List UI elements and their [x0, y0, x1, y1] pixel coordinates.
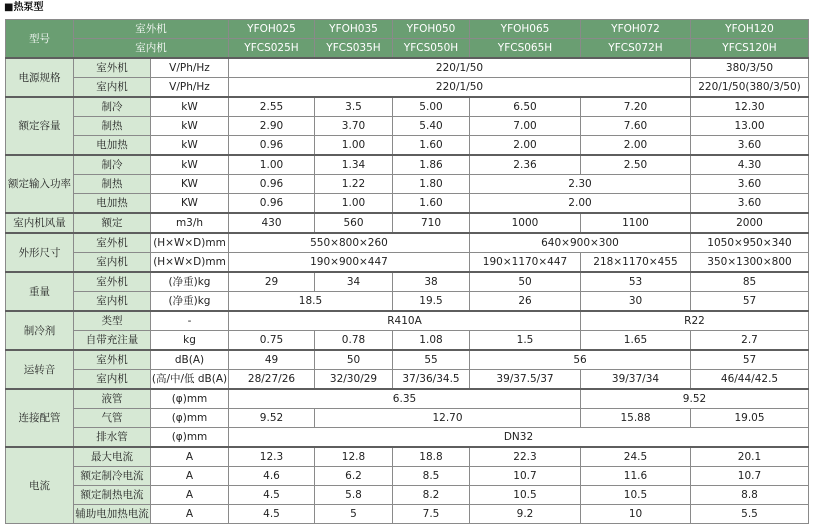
value-cell: 1.65 — [581, 331, 691, 351]
input-heat-row — [6, 175, 809, 194]
weight-indoor-row — [6, 292, 809, 312]
airflow-group-label: 室内机风量 — [6, 213, 74, 233]
value-cell: 5.5 — [691, 505, 809, 524]
value-cell: 1.60 — [393, 136, 470, 156]
value-cell: 20.1 — [691, 447, 809, 467]
value-cell: 12.30 — [691, 97, 809, 117]
row-unit: (φ)mm — [151, 409, 229, 428]
value-cell: R22 — [581, 311, 809, 331]
value-cell: 12.3 — [229, 447, 315, 467]
outdoor-model: YFOH035 — [315, 20, 393, 39]
outdoor-model: YFOH065 — [470, 20, 581, 39]
power-outdoor-row — [6, 58, 809, 78]
piping-gas-row — [6, 409, 809, 428]
value-cell: 2.55 — [229, 97, 315, 117]
value-cell: 46/44/42.5 — [691, 370, 809, 390]
dimensions-outdoor-row — [6, 233, 809, 253]
value-cell: 15.88 — [581, 409, 691, 428]
indoor-model: YFCS072H — [581, 39, 691, 59]
row-label: 电加热 — [74, 136, 151, 156]
refrigerant-group-label: 制冷剂 — [6, 311, 74, 350]
row-label: 室外机 — [74, 350, 151, 370]
value-cell: 350×1300×800 — [691, 253, 809, 273]
indoor-label: 室内机 — [74, 39, 229, 59]
row-unit: m3/h — [151, 213, 229, 233]
value-cell: 8.5 — [393, 467, 470, 486]
value-cell: 1.5 — [470, 331, 581, 351]
row-unit: (H×W×D)mm — [151, 233, 229, 253]
current-aux-row — [6, 505, 809, 524]
power-group-label: 电源规格 — [6, 58, 74, 97]
input-elec-row — [6, 194, 809, 214]
value-cell: 85 — [691, 272, 809, 292]
spec-table — [5, 19, 809, 524]
row-label: 最大电流 — [74, 447, 151, 467]
current-max-row — [6, 447, 809, 467]
value-cell: 55 — [393, 350, 470, 370]
value-cell: 2.30 — [470, 175, 691, 194]
row-label: 制冷 — [74, 97, 151, 117]
value-cell: 4.30 — [691, 155, 809, 175]
value-cell: 4.5 — [229, 505, 315, 524]
input-group-label: 额定输入功率 — [6, 155, 74, 213]
row-label: 排水管 — [74, 428, 151, 448]
value-cell: 10 — [581, 505, 691, 524]
airflow-row — [6, 213, 809, 233]
value-cell: 9.52 — [229, 409, 315, 428]
value-cell: 10.5 — [470, 486, 581, 505]
current-heat-row — [6, 486, 809, 505]
row-unit: kW — [151, 136, 229, 156]
value-cell: 7.00 — [470, 117, 581, 136]
row-unit: dB(A) — [151, 350, 229, 370]
value-cell: 19.05 — [691, 409, 809, 428]
value-cell: 12.8 — [315, 447, 393, 467]
value-cell: 6.50 — [470, 97, 581, 117]
value-cell: 22.3 — [470, 447, 581, 467]
input-cool-row — [6, 155, 809, 175]
value-cell: 29 — [229, 272, 315, 292]
indoor-model: YFCS035H — [315, 39, 393, 59]
value-cell: 49 — [229, 350, 315, 370]
value-cell: 220/1/50 — [229, 78, 691, 98]
row-label: 室外机 — [74, 272, 151, 292]
value-cell: 430 — [229, 213, 315, 233]
row-label: 室内机 — [74, 78, 151, 98]
row-unit: A — [151, 505, 229, 524]
power-indoor-row — [6, 78, 809, 98]
row-label: 室外机 — [74, 233, 151, 253]
row-unit: kg — [151, 331, 229, 351]
row-label: 辅助电加热电流 — [74, 505, 151, 524]
row-label: 类型 — [74, 311, 151, 331]
value-cell: 5.00 — [393, 97, 470, 117]
value-cell: 3.60 — [691, 175, 809, 194]
value-cell: 1.00 — [229, 155, 315, 175]
value-cell: 218×1170×455 — [581, 253, 691, 273]
value-cell: 32/30/29 — [315, 370, 393, 390]
value-cell: DN32 — [229, 428, 809, 448]
value-cell: 1100 — [581, 213, 691, 233]
row-unit: KW — [151, 175, 229, 194]
row-unit: (H×W×D)mm — [151, 253, 229, 273]
row-label: 额定制热电流 — [74, 486, 151, 505]
noise-group-label: 运转音 — [6, 350, 74, 389]
value-cell: 560 — [315, 213, 393, 233]
value-cell: 550×800×260 — [229, 233, 470, 253]
row-unit: kW — [151, 117, 229, 136]
row-unit: V/Ph/Hz — [151, 78, 229, 98]
value-cell: 640×900×300 — [470, 233, 691, 253]
indoor-model: YFCS120H — [691, 39, 809, 59]
value-cell: 50 — [470, 272, 581, 292]
weight-outdoor-row — [6, 272, 809, 292]
value-cell: 10.7 — [470, 467, 581, 486]
value-cell: 2.90 — [229, 117, 315, 136]
row-unit: (φ)mm — [151, 428, 229, 448]
outdoor-model: YFOH120 — [691, 20, 809, 39]
value-cell: 34 — [315, 272, 393, 292]
row-unit: (净重)kg — [151, 272, 229, 292]
dimensions-indoor-row — [6, 253, 809, 273]
row-label: 液管 — [74, 389, 151, 409]
value-cell: 1.86 — [393, 155, 470, 175]
value-cell: 7.20 — [581, 97, 691, 117]
value-cell: 7.5 — [393, 505, 470, 524]
capacity-elec-row — [6, 136, 809, 156]
value-cell: 19.5 — [393, 292, 470, 312]
piping-group-label: 连接配管 — [6, 389, 74, 447]
row-unit: kW — [151, 155, 229, 175]
dimensions-group-label: 外形尺寸 — [6, 233, 74, 272]
noise-indoor-row — [6, 370, 809, 390]
current-cool-row — [6, 467, 809, 486]
value-cell: 3.60 — [691, 194, 809, 214]
value-cell: 1.34 — [315, 155, 393, 175]
row-unit: (高/中/低 dB(A) — [151, 370, 229, 390]
value-cell: 0.75 — [229, 331, 315, 351]
value-cell: 3.60 — [691, 136, 809, 156]
value-cell: 0.96 — [229, 175, 315, 194]
value-cell: 0.96 — [229, 136, 315, 156]
value-cell: 11.6 — [581, 467, 691, 486]
value-cell: 2.7 — [691, 331, 809, 351]
piping-liquid-row — [6, 389, 809, 409]
value-cell: 9.52 — [581, 389, 809, 409]
row-label: 制冷 — [74, 155, 151, 175]
row-unit: (φ)mm — [151, 389, 229, 409]
value-cell: 57 — [691, 350, 809, 370]
outdoor-model: YFOH025 — [229, 20, 315, 39]
value-cell: 38 — [393, 272, 470, 292]
value-cell: 380/3/50 — [691, 58, 809, 78]
row-unit: A — [151, 467, 229, 486]
value-cell: 8.2 — [393, 486, 470, 505]
current-group-label: 电流 — [6, 447, 74, 524]
value-cell: 1.00 — [315, 194, 393, 214]
value-cell: 1.60 — [393, 194, 470, 214]
weight-group-label: 重量 — [6, 272, 74, 311]
value-cell: 6.2 — [315, 467, 393, 486]
row-label: 自带充注量 — [74, 331, 151, 351]
value-cell: 8.8 — [691, 486, 809, 505]
value-cell: 4.6 — [229, 467, 315, 486]
value-cell: 2.00 — [470, 194, 691, 214]
value-cell: 56 — [470, 350, 691, 370]
row-label: 气管 — [74, 409, 151, 428]
value-cell: 220/1/50(380/3/50) — [691, 78, 809, 98]
row-unit: KW — [151, 194, 229, 214]
outdoor-label: 室外机 — [74, 20, 229, 39]
row-label: 室外机 — [74, 58, 151, 78]
value-cell: 3.5 — [315, 97, 393, 117]
value-cell: 28/27/26 — [229, 370, 315, 390]
value-cell: 5.8 — [315, 486, 393, 505]
value-cell: 190×900×447 — [229, 253, 470, 273]
value-cell: 4.5 — [229, 486, 315, 505]
value-cell: 39/37/34 — [581, 370, 691, 390]
capacity-cool-row — [6, 97, 809, 117]
row-unit: A — [151, 486, 229, 505]
row-unit: A — [151, 447, 229, 467]
row-unit: (净重)kg — [151, 292, 229, 312]
value-cell: 10.5 — [581, 486, 691, 505]
row-label: 电加热 — [74, 194, 151, 214]
value-cell: 220/1/50 — [229, 58, 691, 78]
value-cell: 5 — [315, 505, 393, 524]
value-cell: 2.50 — [581, 155, 691, 175]
value-cell: 7.60 — [581, 117, 691, 136]
value-cell: 26 — [470, 292, 581, 312]
value-cell: 6.35 — [229, 389, 581, 409]
row-label: 室内机 — [74, 253, 151, 273]
row-label: 制热 — [74, 175, 151, 194]
value-cell: 18.5 — [229, 292, 393, 312]
value-cell: 0.78 — [315, 331, 393, 351]
value-cell: 39/37.5/37 — [470, 370, 581, 390]
value-cell: 18.8 — [393, 447, 470, 467]
value-cell: 50 — [315, 350, 393, 370]
capacity-heat-row — [6, 117, 809, 136]
outdoor-model: YFOH072 — [581, 20, 691, 39]
row-unit: V/Ph/Hz — [151, 58, 229, 78]
value-cell: 1.08 — [393, 331, 470, 351]
indoor-model: YFCS025H — [229, 39, 315, 59]
indoor-model: YFCS065H — [470, 39, 581, 59]
row-label: 额定 — [74, 213, 151, 233]
row-label: 室内机 — [74, 370, 151, 390]
value-cell: 37/36/34.5 — [393, 370, 470, 390]
value-cell: 12.70 — [315, 409, 581, 428]
value-cell: 2.00 — [470, 136, 581, 156]
value-cell: 2.36 — [470, 155, 581, 175]
value-cell: 1.80 — [393, 175, 470, 194]
value-cell: 3.70 — [315, 117, 393, 136]
value-cell: 0.96 — [229, 194, 315, 214]
row-unit: kW — [151, 97, 229, 117]
refrigerant-type-row — [6, 311, 809, 331]
value-cell: 1000 — [470, 213, 581, 233]
value-cell: 53 — [581, 272, 691, 292]
value-cell: 5.40 — [393, 117, 470, 136]
value-cell: 1.00 — [315, 136, 393, 156]
value-cell: R410A — [229, 311, 581, 331]
value-cell: 10.7 — [691, 467, 809, 486]
section-title: ■热泵型 — [4, 2, 44, 13]
value-cell: 1050×950×340 — [691, 233, 809, 253]
value-cell: 2.00 — [581, 136, 691, 156]
indoor-model: YFCS050H — [393, 39, 470, 59]
value-cell: 1.22 — [315, 175, 393, 194]
refrigerant-charge-row — [6, 331, 809, 351]
value-cell: 190×1170×447 — [470, 253, 581, 273]
noise-outdoor-row — [6, 350, 809, 370]
value-cell: 13.00 — [691, 117, 809, 136]
row-label: 额定制冷电流 — [74, 467, 151, 486]
header-row-outdoor — [6, 20, 809, 39]
row-label: 室内机 — [74, 292, 151, 312]
value-cell: 24.5 — [581, 447, 691, 467]
row-unit: - — [151, 311, 229, 331]
piping-drain-row — [6, 428, 809, 448]
row-label: 制热 — [74, 117, 151, 136]
value-cell: 710 — [393, 213, 470, 233]
header-row-indoor — [6, 39, 809, 59]
value-cell: 2000 — [691, 213, 809, 233]
value-cell: 9.2 — [470, 505, 581, 524]
outdoor-model: YFOH050 — [393, 20, 470, 39]
capacity-group-label: 额定容量 — [6, 97, 74, 155]
value-cell: 57 — [691, 292, 809, 312]
model-label: 型号 — [6, 20, 74, 59]
value-cell: 30 — [581, 292, 691, 312]
